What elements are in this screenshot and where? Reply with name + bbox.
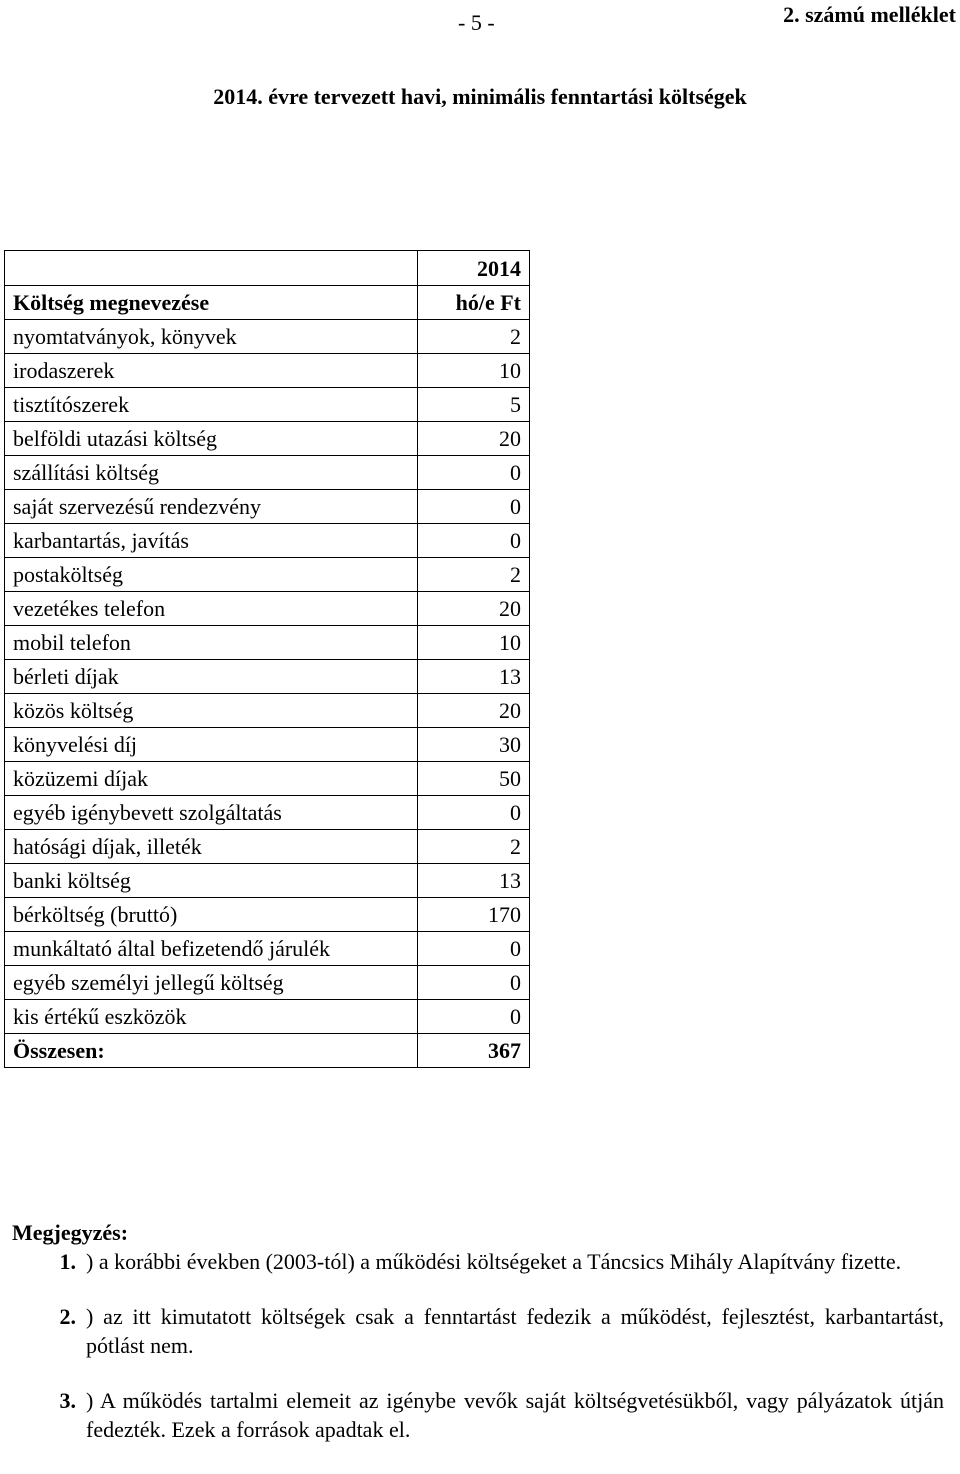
table-row: [5, 354, 530, 388]
annex-label: 2. számú melléklet: [783, 2, 956, 27]
cost-value-cell: 13: [418, 864, 530, 898]
cost-name-cell: belföldi utazási költség: [5, 422, 418, 456]
table-row: [5, 320, 530, 354]
table-header-unit: hó/e Ft: [418, 286, 530, 320]
notes-title: Megjegyzés:: [12, 1220, 129, 1245]
cost-name-cell: kis értékű eszközök: [5, 1000, 418, 1034]
cost-value-cell: 0: [418, 1000, 530, 1034]
cost-name-cell: irodaszerek: [5, 354, 418, 388]
cost-value-cell: 0: [418, 456, 530, 490]
note-item: [12, 1386, 944, 1444]
cost-name-cell: közös költség: [5, 694, 418, 728]
table-row: [5, 932, 530, 966]
cost-value-cell: 2: [418, 320, 530, 354]
cost-name-cell: munkáltató által befizetendő járulék: [5, 932, 418, 966]
cost-value-cell: 30: [418, 728, 530, 762]
cost-value-cell: 0: [418, 524, 530, 558]
table-row: [5, 422, 530, 456]
cost-name-cell: hatósági díjak, illeték: [5, 830, 418, 864]
table-row: [5, 796, 530, 830]
cost-value-cell: 20: [418, 422, 530, 456]
note-text: ) a korábbi években (2003-tól) a működési költségeket a Táncsics Mihály Alapítvány fizette.: [86, 1249, 902, 1274]
cost-value-cell: 2: [418, 558, 530, 592]
cost-name-cell: tisztítószerek: [5, 388, 418, 422]
note-number-text: 1.: [59, 1249, 76, 1274]
table-row: [5, 456, 530, 490]
table-row: [5, 966, 530, 1000]
table-row: [5, 388, 530, 422]
table-row: [5, 830, 530, 864]
note-item: [12, 1247, 944, 1276]
cost-value-cell: 0: [418, 490, 530, 524]
cost-name-cell: bérleti díjak: [5, 660, 418, 694]
cost-value-cell: 0: [418, 796, 530, 830]
cost-name-cell: vezetékes telefon: [5, 592, 418, 626]
cost-name-cell: banki költség: [5, 864, 418, 898]
cost-value-cell: 0: [418, 932, 530, 966]
table-row: [5, 1000, 530, 1034]
cost-name-cell: könyvelési díj: [5, 728, 418, 762]
cost-value-cell: 13: [418, 660, 530, 694]
cost-name-cell: saját szervezésű rendezvény: [5, 490, 418, 524]
cost-name-cell: szállítási költség: [5, 456, 418, 490]
table-row: [5, 490, 530, 524]
cost-table: [4, 250, 530, 1068]
table-row: [5, 762, 530, 796]
note-number: [12, 1302, 86, 1360]
table-row: [5, 592, 530, 626]
total-label: Összesen:: [5, 1034, 418, 1068]
cost-value-cell: 20: [418, 694, 530, 728]
cost-value-cell: 170: [418, 898, 530, 932]
document-title: 2014. évre tervezett havi, minimális fenntartási költségek: [213, 84, 747, 109]
cost-value-cell: 20: [418, 592, 530, 626]
cost-name-cell: mobil telefon: [5, 626, 418, 660]
note-number-text: 2.: [59, 1304, 76, 1329]
cost-value-cell: 50: [418, 762, 530, 796]
notes-section: [12, 1218, 944, 1470]
cost-value-cell: 5: [418, 388, 530, 422]
cost-value-cell: 0: [418, 966, 530, 1000]
table-row: [5, 558, 530, 592]
note-text: ) A működés tartalmi elemeit az igénybe vevők saját költségvetésükből, vagy pályázatok útján fedezték. Ezek a források apadtak el.: [86, 1388, 944, 1442]
note-number-text: 3.: [59, 1388, 76, 1413]
table-header-year: 2014: [418, 251, 530, 286]
table-row: [5, 694, 530, 728]
cost-name-cell: egyéb igénybevett szolgáltatás: [5, 796, 418, 830]
table-row: [5, 864, 530, 898]
table-total-row: [5, 1034, 530, 1068]
total-value: 367: [418, 1034, 530, 1068]
table-row: [5, 626, 530, 660]
cost-name-cell: bérköltség (bruttó): [5, 898, 418, 932]
note-number: [12, 1386, 86, 1444]
note-item: [12, 1302, 944, 1360]
note-number: [12, 1247, 86, 1276]
table-header-name: Költség megnevezése: [5, 286, 418, 320]
cost-name-cell: nyomtatványok, könyvek: [5, 320, 418, 354]
cost-name-cell: közüzemi díjak: [5, 762, 418, 796]
cost-name-cell: egyéb személyi jellegű költség: [5, 966, 418, 1000]
cost-value-cell: 10: [418, 626, 530, 660]
table-row: [5, 898, 530, 932]
table-header-row: [5, 286, 530, 320]
table-row: [5, 524, 530, 558]
table-row: [5, 728, 530, 762]
cost-name-cell: postaköltség: [5, 558, 418, 592]
cost-value-cell: 2: [418, 830, 530, 864]
cost-name-cell: karbantartás, javítás: [5, 524, 418, 558]
table-row: [5, 660, 530, 694]
cost-value-cell: 10: [418, 354, 530, 388]
table-header-year-row: [5, 251, 530, 286]
notes-list: [12, 1247, 944, 1444]
note-text: ) az itt kimutatott költségek csak a fenntartást fedezik a működést, fejlesztést, karbantartást, pótlást nem.: [86, 1304, 944, 1358]
page-number: - 5 -: [458, 10, 495, 35]
table-header-empty-cell: [5, 251, 418, 286]
